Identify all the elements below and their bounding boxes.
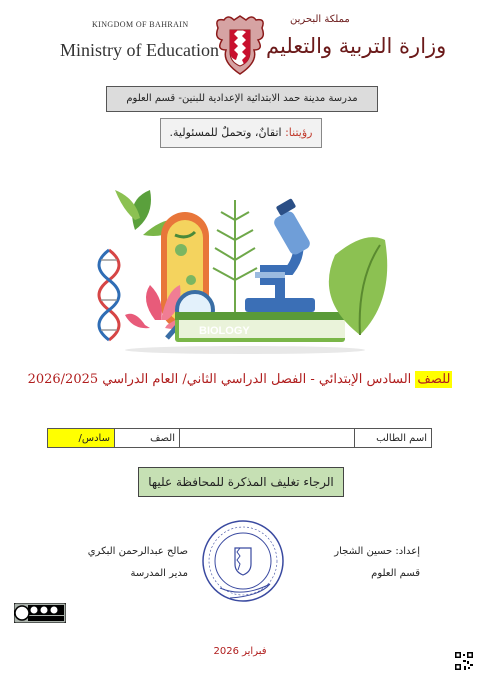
class-label: الصف bbox=[115, 429, 180, 448]
principal-block bbox=[68, 541, 188, 585]
student-name-field[interactable] bbox=[180, 429, 355, 448]
principal-title: مدير المدرسة bbox=[130, 568, 188, 579]
class-field[interactable]: سادس/ bbox=[48, 429, 115, 448]
grade-term-line bbox=[20, 372, 460, 387]
preparer-name: إعداد: حسين الشجار bbox=[334, 546, 420, 557]
creative-commons-icon bbox=[14, 603, 66, 623]
book-label: BIOLOGY bbox=[199, 325, 250, 337]
biology-illustration bbox=[95, 160, 390, 360]
qr-code-icon bbox=[455, 652, 473, 670]
kingdom-ar: مملكة البحرين bbox=[290, 14, 350, 25]
preparer-dept: قسم العلوم bbox=[371, 568, 420, 579]
bahrain-emblem-icon bbox=[214, 14, 266, 76]
student-name-label: اسم الطالب bbox=[355, 429, 432, 448]
ministry-en: Ministry of Education bbox=[60, 40, 219, 60]
vision-text: اتقانٌ، وتحملٌ للمسئولية. bbox=[169, 126, 286, 139]
document-date: فبراير 2026 bbox=[213, 646, 267, 657]
vision-box bbox=[160, 118, 322, 148]
student-info-table bbox=[47, 428, 432, 448]
vision-label: رؤيتنا: bbox=[285, 126, 313, 139]
principal-name: صالح عبدالرحمن البكري bbox=[87, 546, 188, 557]
school-stamp-icon bbox=[200, 518, 286, 604]
grade-text: السادس الإبتدائي - الفصل الدراسي الثاني/ العام الدراسي 2026/2025 bbox=[27, 372, 416, 387]
biology-book-icon bbox=[175, 312, 345, 342]
table-row bbox=[48, 429, 432, 448]
dna-icon bbox=[99, 250, 119, 340]
kingdom-en: KINGDOM OF BAHRAIN bbox=[92, 20, 189, 29]
grade-highlight: للصف bbox=[417, 372, 451, 387]
ministry-ar: وزارة التربية والتعليم bbox=[266, 34, 447, 58]
microscope-icon bbox=[245, 198, 315, 312]
wrap-note-box: الرجاء تغليف المذكرة للمحافظة عليها bbox=[138, 467, 344, 497]
preparer-block bbox=[334, 541, 420, 585]
school-name-box: مدرسة مدينة حمد الابتدائية الإعدادية للبنين- قسم العلوم bbox=[106, 86, 378, 112]
